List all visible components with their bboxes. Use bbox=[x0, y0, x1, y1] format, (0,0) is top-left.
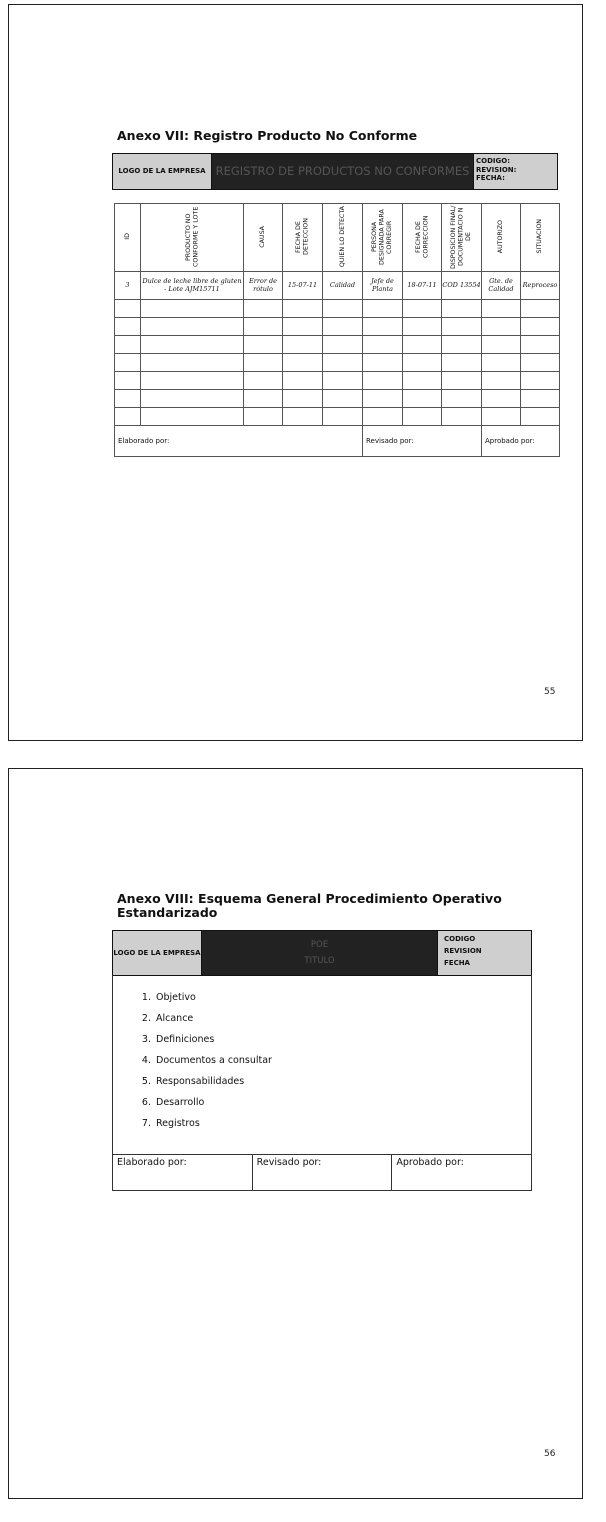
cell-disposicion: COD 13554 bbox=[442, 272, 482, 300]
table-row-empty bbox=[115, 408, 560, 426]
col-header: CAUSA bbox=[244, 204, 283, 272]
cell-causa: Error de rótulo bbox=[244, 272, 283, 300]
procedure-steps bbox=[113, 987, 272, 1134]
col-header: SITUACION bbox=[521, 204, 560, 272]
revision-label: REVISION: bbox=[476, 165, 517, 174]
table-row-empty bbox=[115, 354, 560, 372]
col-header: PRODUCTO NO CONFORME Y LOTE bbox=[141, 204, 244, 272]
table-row-empty bbox=[115, 318, 560, 336]
list-item: 6. Desarrollo bbox=[141, 1097, 205, 1108]
elaborado-por: Elaborado por: bbox=[115, 426, 363, 457]
logo-placeholder: LOGO DE LA EMPRESA bbox=[113, 154, 212, 189]
table-row-empty bbox=[115, 372, 560, 390]
list-item: 7. Registros bbox=[141, 1118, 200, 1129]
page-number: 55 bbox=[544, 687, 556, 697]
poe-label: POE bbox=[310, 940, 329, 950]
form-meta bbox=[473, 154, 557, 189]
signature-row bbox=[112, 1154, 532, 1191]
table-row-empty bbox=[115, 390, 560, 408]
form-header bbox=[112, 930, 532, 976]
form-meta bbox=[437, 931, 531, 975]
list-item: 2. Alcance bbox=[141, 1013, 194, 1024]
elaborado-por: Elaborado por: bbox=[117, 1157, 187, 1168]
cell-quien-detecta: Calidad bbox=[323, 272, 363, 300]
codigo-label: CODIGO: bbox=[476, 157, 510, 165]
cell-fecha-correccion: 18-07-11 bbox=[403, 272, 442, 300]
page-55 bbox=[8, 4, 583, 741]
cell-autorizo: Gte. de Calidad bbox=[482, 272, 521, 300]
codigo-label: CODIGO bbox=[444, 935, 476, 943]
cell-persona-designada: Jefe de Planta bbox=[363, 272, 403, 300]
form-header bbox=[112, 153, 558, 190]
table-row-empty bbox=[115, 336, 560, 354]
revisado-por: Revisado por: bbox=[252, 1155, 392, 1190]
col-header: AUTORIZO bbox=[482, 204, 521, 272]
fecha-label: FECHA bbox=[444, 959, 470, 967]
annex-title: Anexo VIII: Esquema General Procedimiento Operativo Estandarizado bbox=[117, 891, 502, 920]
form-title: REGISTRO DE PRODUCTOS NO CONFORMES bbox=[212, 154, 473, 189]
cell-situacion: Reproceso bbox=[521, 272, 560, 300]
titulo-label: TITULO bbox=[304, 956, 335, 966]
col-header: QUIEN LO DETECTA bbox=[323, 204, 363, 272]
list-item: 3. Definiciones bbox=[141, 1034, 215, 1045]
aprobado-por: Aprobado por: bbox=[482, 426, 560, 457]
cell-id: 3 bbox=[115, 272, 141, 300]
form-title bbox=[202, 931, 437, 975]
register-table bbox=[114, 203, 560, 457]
procedure-body bbox=[112, 975, 532, 1155]
aprobado-por: Aprobado por: bbox=[391, 1155, 531, 1190]
logo-placeholder: LOGO DE LA EMPRESA bbox=[113, 931, 202, 975]
col-header: FECHA DE CORRECCION bbox=[403, 204, 442, 272]
fecha-label: FECHA: bbox=[476, 174, 505, 182]
col-header: PERSONA DESIGNADA PARA CORREGIR bbox=[363, 204, 403, 272]
cell-producto: Dulce de leche libre de gluten - Lote AJM15711 bbox=[141, 272, 244, 300]
revision-label: REVISION bbox=[444, 947, 482, 955]
table-row bbox=[115, 272, 560, 300]
list-item: 5. Responsabilidades bbox=[141, 1076, 245, 1087]
list-item: 1. Objetivo bbox=[141, 992, 196, 1003]
list-item: 4. Documentos a consultar bbox=[141, 1055, 272, 1066]
table-row-empty bbox=[115, 300, 560, 318]
cell-fecha-deteccion: 15-07-11 bbox=[283, 272, 323, 300]
annex-title: Anexo VII: Registro Producto No Conforme bbox=[117, 128, 418, 143]
col-header: FECHA DE DETECCION bbox=[283, 204, 323, 272]
col-header: ID bbox=[115, 204, 141, 272]
revisado-por: Revisado por: bbox=[363, 426, 482, 457]
col-header: DISPOSICION FINAL/ DOCUMENTACIO N DE bbox=[442, 204, 482, 272]
table-header-row bbox=[115, 204, 560, 272]
page-number: 56 bbox=[544, 1449, 556, 1459]
signature-row bbox=[115, 426, 560, 457]
page-56 bbox=[8, 768, 583, 1499]
